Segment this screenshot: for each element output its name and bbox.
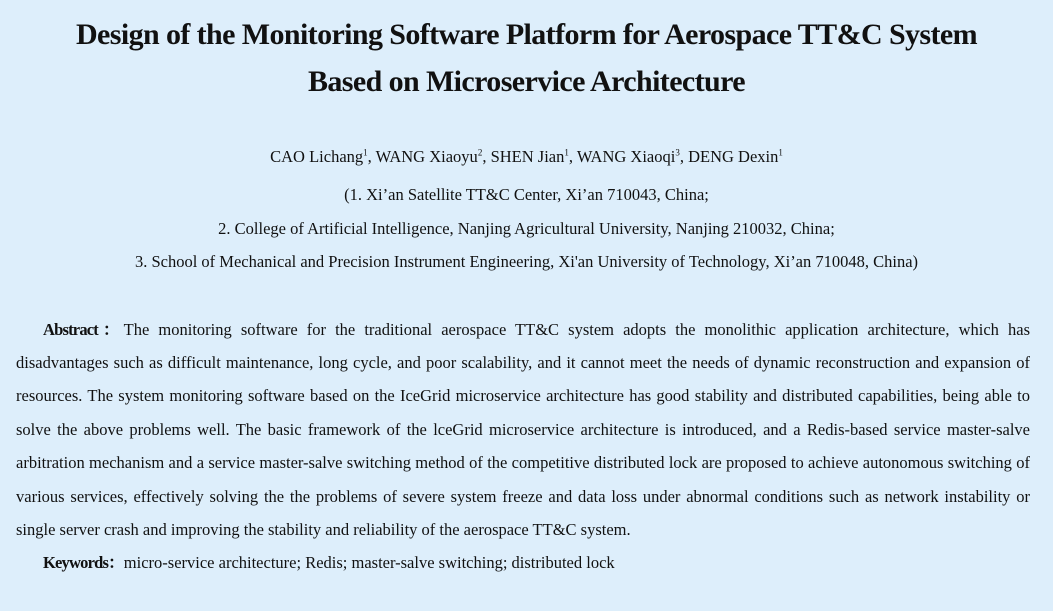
- keywords-text: micro-service architecture; Redis; master-salve switching; distributed lock: [123, 553, 615, 573]
- author-list: CAO Lichang$^1$, WANG Xiaoyu$^2$, SHEN Jian$^1$, WANG Xiaoqi$^3$, DENG Dexin$^1$: [270, 147, 783, 166]
- abstract-paragraph: [0, 313, 1053, 547]
- keywords-line: [0, 546, 1053, 579]
- author: SHEN Jian$^1$: [490, 147, 569, 166]
- author: DENG Dexin$^1$: [688, 147, 783, 166]
- title-line-1: Design of the Monitoring Software Platform for Aerospace TT&C System: [75, 18, 978, 51]
- author: WANG Xiaoqi$^3$: [576, 147, 680, 166]
- title-line-2: Based on Microservice Architecture: [308, 65, 745, 98]
- paper-title: [0, 0, 1053, 105]
- author: WANG Xiaoyu$^2$: [375, 147, 483, 166]
- affiliation-1: (1. Xi’an Satellite TT&C Center, Xi’an 710043, China;: [344, 185, 709, 204]
- keywords-label: Keywords：: [43, 553, 124, 573]
- affiliation-list: [0, 178, 1053, 279]
- affiliation-3: 3. School of Mechanical and Precision Instrument Engineering, Xi'an University of Technology, Xi’an 710048, China): [134, 252, 919, 271]
- abstract-text: The monitoring software for the traditional aerospace TT&C system adopts the monolithic application architecture, which has disadvantages such as difficult maintenance, long cycle, and poor scalability, and it cannot meet the needs of dynamic reconstruction and expansion of resources. The system monitoring software based on the IceGrid microservice architecture has good stability and distributed capabilities, being able to solve the above problems well. The basic framework of the lceGrid microservice architecture is introduced, and a Redis-based service master-salve arbitration mechanism and a service master-salve switching method of the competitive distributed lock are proposed to achieve autonomous switching of various services, effectively solving the the problems of severe system freeze and data loss under abnormal conditions such as network instability or single server crash and improving the stability and reliability of the aerospace TT&C system.: [16, 319, 1030, 539]
- abstract-label: Abstract：: [43, 319, 124, 339]
- author: CAO Lichang$^1$: [270, 147, 368, 166]
- affiliation-2: 2. College of Artificial Intelligence, Nanjing Agricultural University, Nanjing 210032, China;: [218, 218, 835, 238]
